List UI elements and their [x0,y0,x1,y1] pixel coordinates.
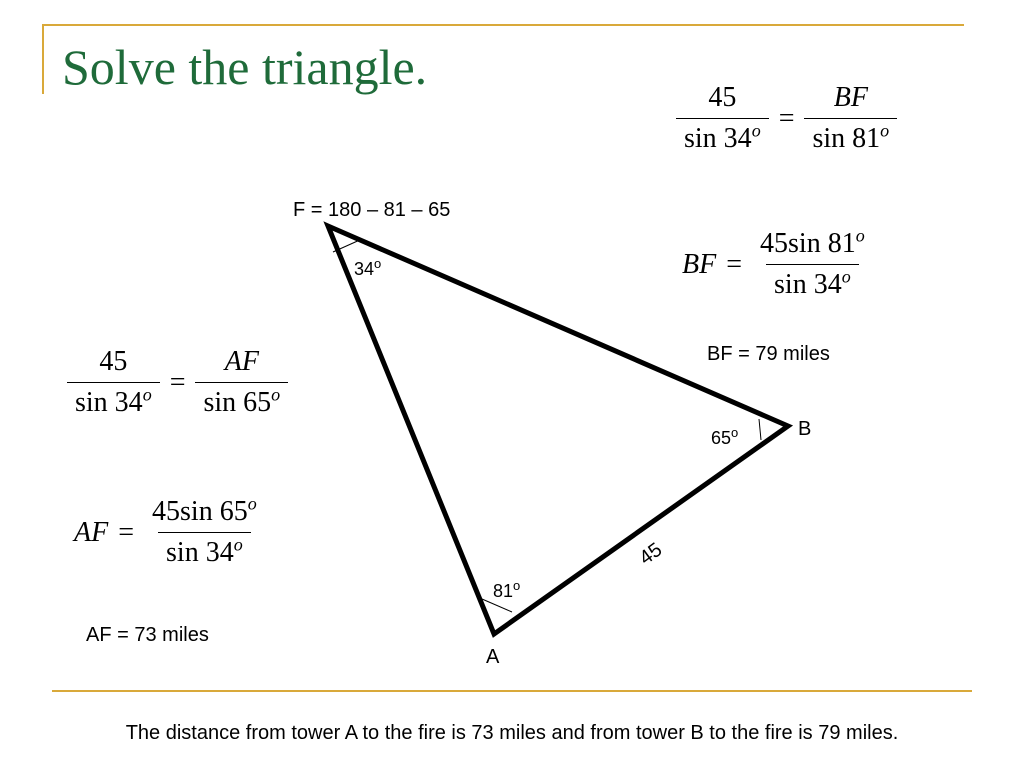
fraction-numerator: 45 [99,346,128,377]
angle-b-label: 65$^o$ [711,425,739,448]
angle-f-equation: = 180 – 81 – 65 [305,199,451,221]
angle-b-arc [759,419,761,440]
vertex-f-equation [293,199,450,222]
equals-sign: = [726,248,743,280]
equals-sign: = [778,102,795,134]
equation-lhs: BF [682,248,717,280]
equals-sign: = [118,516,135,548]
bf-result: BF = 79 miles [707,343,830,365]
fraction-denominator: sin 34$^o$ [676,118,769,155]
af-result: AF = 73 miles [86,624,209,646]
fraction-numerator: 45 [708,82,737,113]
fraction-numerator: 45sin 65$^o$ [152,493,257,527]
fraction-numerator: BF [833,82,868,113]
fraction-denominator: sin 65$^o$ [195,382,288,419]
angle-f-label: 34$^o$ [354,256,382,279]
fraction-denominator: sin 34$^o$ [766,264,859,301]
fraction-numerator: AF [224,346,259,377]
vertex-f-label: F [293,199,306,221]
conclusion-text: The distance from tower A to the fire is 73 miles and from tower B to the fire is 79 miles. [125,722,899,744]
fraction-denominator: sin 34$^o$ [158,532,251,569]
fraction-numerator: 45sin 81$^o$ [760,225,865,259]
fraction-denominator: sin 34$^o$ [67,382,160,419]
equals-sign: = [169,366,186,398]
angle-a-label: 81$^o$ [493,578,521,601]
slide-title: Solve the triangle. [62,39,428,95]
vertex-b-label: B [798,418,812,440]
fraction-denominator: sin 81$^o$ [804,118,897,155]
side-ab-length: 45 [635,538,667,570]
vertex-a-label: A [486,646,500,668]
equation-lhs: AF [74,516,109,548]
